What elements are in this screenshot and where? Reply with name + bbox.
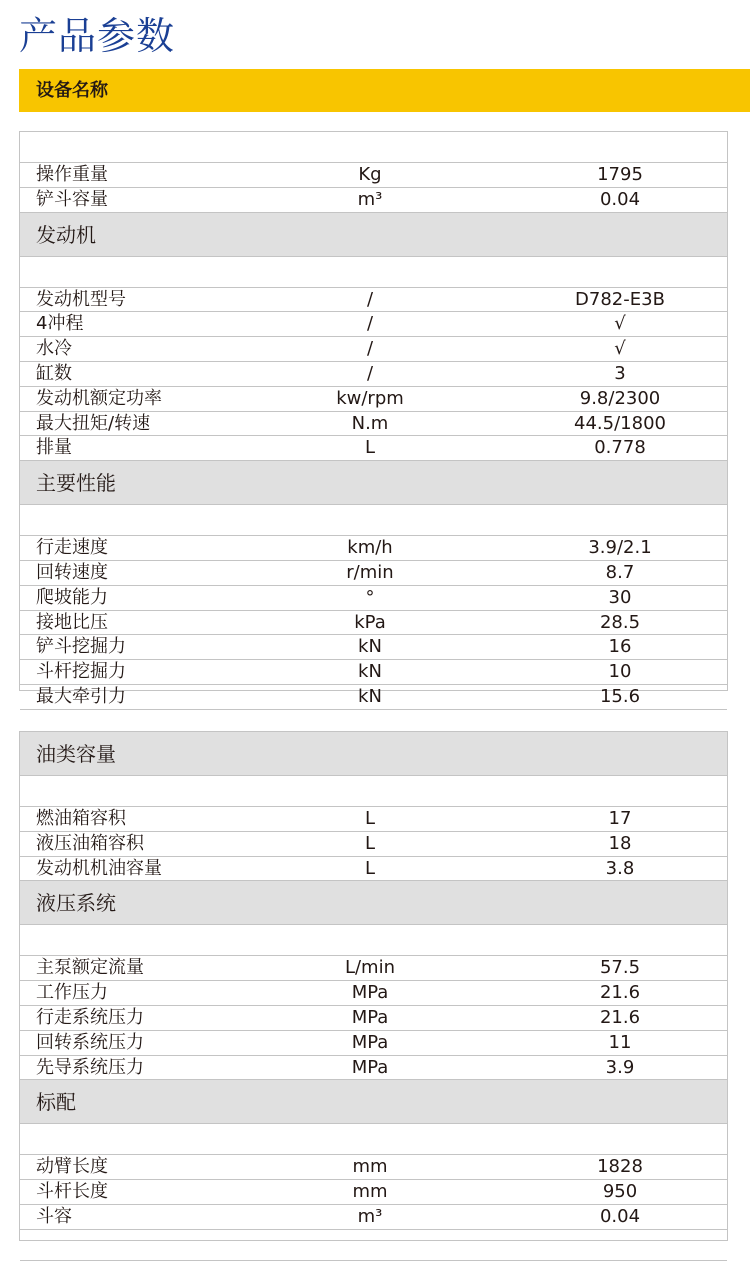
section-heading: 油类容量 xyxy=(20,732,727,776)
spec-name: 回转系统压力 xyxy=(36,1031,144,1053)
spec-name: 工作压力 xyxy=(36,982,108,1004)
spec-row xyxy=(20,635,727,660)
spec-row xyxy=(20,536,727,561)
spec-row xyxy=(20,1155,727,1180)
spec-row xyxy=(20,412,727,437)
spec-value: 10 xyxy=(608,661,632,683)
spec-value: 8.7 xyxy=(605,561,635,583)
section-spacer xyxy=(20,925,727,956)
spec-row xyxy=(20,561,727,586)
section-heading: 液压系统 xyxy=(20,881,727,925)
section-heading: 标配 xyxy=(20,1080,727,1124)
spec-unit: kPa xyxy=(354,611,386,633)
spec-unit: mm xyxy=(352,1156,388,1178)
spec-name: 先导系统压力 xyxy=(36,1056,144,1078)
spec-row xyxy=(20,436,727,461)
spec-unit: L xyxy=(364,808,376,829)
spec-value: 30 xyxy=(608,586,632,608)
section-spacer xyxy=(20,257,727,288)
spec-row xyxy=(20,337,727,362)
spec-row xyxy=(20,1180,727,1205)
spec-value: 17 xyxy=(608,808,632,829)
spec-row xyxy=(20,312,727,337)
spec-name: 爬坡能力 xyxy=(36,586,108,608)
spec-name: 水冷 xyxy=(36,338,72,360)
spec-table-block-2 xyxy=(19,731,728,1241)
spec-unit: / xyxy=(366,362,374,384)
spec-unit: kw/rpm xyxy=(336,387,404,409)
spec-name: 接地比压 xyxy=(36,611,108,633)
spec-unit: mm xyxy=(352,1181,388,1203)
spec-name: 行走速度 xyxy=(36,537,108,559)
page-title: 产品参数 xyxy=(19,14,176,58)
spec-row xyxy=(20,857,727,882)
spec-value: 3.8 xyxy=(605,857,635,879)
spec-value: D782-E3B xyxy=(575,288,665,310)
spec-row xyxy=(20,288,727,313)
spec-value: 9.8/2300 xyxy=(579,387,661,409)
spec-row xyxy=(20,163,727,188)
spec-name: 发动机机油容量 xyxy=(36,857,162,879)
spec-value: 15.6 xyxy=(599,685,641,707)
spec-value: 18 xyxy=(608,832,632,854)
section-spacer xyxy=(20,132,727,163)
spec-value: 3 xyxy=(614,362,626,384)
section-spacer xyxy=(20,505,727,536)
spec-value: 0.04 xyxy=(599,1205,641,1227)
spec-unit: m³ xyxy=(357,1205,383,1227)
spec-row xyxy=(20,1205,727,1230)
spec-row xyxy=(20,387,727,412)
spec-value: 3.9/2.1 xyxy=(588,537,652,559)
spec-value: √ xyxy=(614,313,626,335)
spec-name: 排量 xyxy=(36,437,72,459)
spec-unit: L xyxy=(364,857,376,879)
spec-name: 主泵额定流量 xyxy=(36,957,144,979)
spec-name: 液压油箱容积 xyxy=(36,832,144,854)
spec-value: 0.04 xyxy=(599,188,641,210)
spec-row xyxy=(20,685,727,710)
spec-name: 缸数 xyxy=(36,362,72,384)
spec-name: 燃油箱容积 xyxy=(36,808,126,829)
spec-name: 斗杆挖掘力 xyxy=(36,661,126,683)
spec-name: 斗容 xyxy=(36,1205,72,1227)
spec-unit: MPa xyxy=(351,1056,389,1078)
spec-unit: N.m xyxy=(351,412,389,434)
spec-name: 行走系统压力 xyxy=(36,1006,144,1028)
spec-name: 最大扭矩/转速 xyxy=(36,412,151,434)
spec-value: 0.778 xyxy=(594,437,646,459)
section-spacer xyxy=(20,1230,727,1261)
spec-unit: kN xyxy=(358,685,382,707)
spec-unit: / xyxy=(366,288,374,310)
spec-name: 发动机型号 xyxy=(36,288,126,310)
spec-row xyxy=(20,611,727,636)
spec-unit: ° xyxy=(365,586,375,608)
spec-name: 铲斗挖掘力 xyxy=(36,636,126,658)
spec-name: 操作重量 xyxy=(36,164,108,185)
spec-name: 回转速度 xyxy=(36,561,108,583)
spec-value: 3.9 xyxy=(605,1056,635,1078)
spec-unit: / xyxy=(366,338,374,360)
spec-row xyxy=(20,1056,727,1081)
spec-value: 1795 xyxy=(597,164,643,185)
spec-table-block-1 xyxy=(19,131,728,707)
spec-value: 21.6 xyxy=(599,982,641,1004)
spec-unit: L xyxy=(364,437,376,459)
spec-value: 950 xyxy=(602,1181,638,1203)
spec-row xyxy=(20,362,727,387)
spec-unit: L/min xyxy=(344,957,396,979)
section-heading: 发动机 xyxy=(20,213,727,257)
spec-row xyxy=(20,1031,727,1056)
spec-unit: Kg xyxy=(358,164,382,185)
spec-value: 21.6 xyxy=(599,1006,641,1028)
spec-value: 57.5 xyxy=(599,957,641,979)
section-spacer xyxy=(20,1124,727,1155)
spec-unit: L xyxy=(364,832,376,854)
spec-row xyxy=(20,660,727,685)
spec-name: 4冲程 xyxy=(36,313,84,335)
spec-row xyxy=(20,188,727,213)
spec-row xyxy=(20,807,727,832)
spec-value: √ xyxy=(614,338,626,360)
spec-unit: km/h xyxy=(347,537,393,559)
spec-unit: / xyxy=(366,313,374,335)
spec-name: 斗杆长度 xyxy=(36,1181,108,1203)
spec-name: 最大牵引力 xyxy=(36,685,126,707)
spec-row xyxy=(20,586,727,611)
spec-value: 11 xyxy=(608,1031,632,1053)
spec-row xyxy=(20,981,727,1006)
spec-value: 44.5/1800 xyxy=(574,412,666,434)
spec-name: 发动机额定功率 xyxy=(36,387,162,409)
spec-unit: MPa xyxy=(351,1006,389,1028)
spec-name: 动臂长度 xyxy=(36,1156,108,1178)
spec-unit: m³ xyxy=(357,188,383,210)
spec-value: 16 xyxy=(608,636,632,658)
spec-unit: MPa xyxy=(351,1031,389,1053)
spec-unit: kN xyxy=(358,661,382,683)
section-heading: 主要性能 xyxy=(20,461,727,505)
spec-row xyxy=(20,1006,727,1031)
spec-value: 1828 xyxy=(597,1156,643,1178)
spec-row xyxy=(20,956,727,981)
spec-unit: kN xyxy=(358,636,382,658)
spec-unit: r/min xyxy=(346,561,394,583)
spec-value: 28.5 xyxy=(599,611,641,633)
spec-name: 铲斗容量 xyxy=(36,188,108,210)
spec-unit: MPa xyxy=(351,982,389,1004)
section-spacer xyxy=(20,776,727,807)
spec-row xyxy=(20,832,727,857)
equipment-name-band: 设备名称 xyxy=(19,69,750,112)
